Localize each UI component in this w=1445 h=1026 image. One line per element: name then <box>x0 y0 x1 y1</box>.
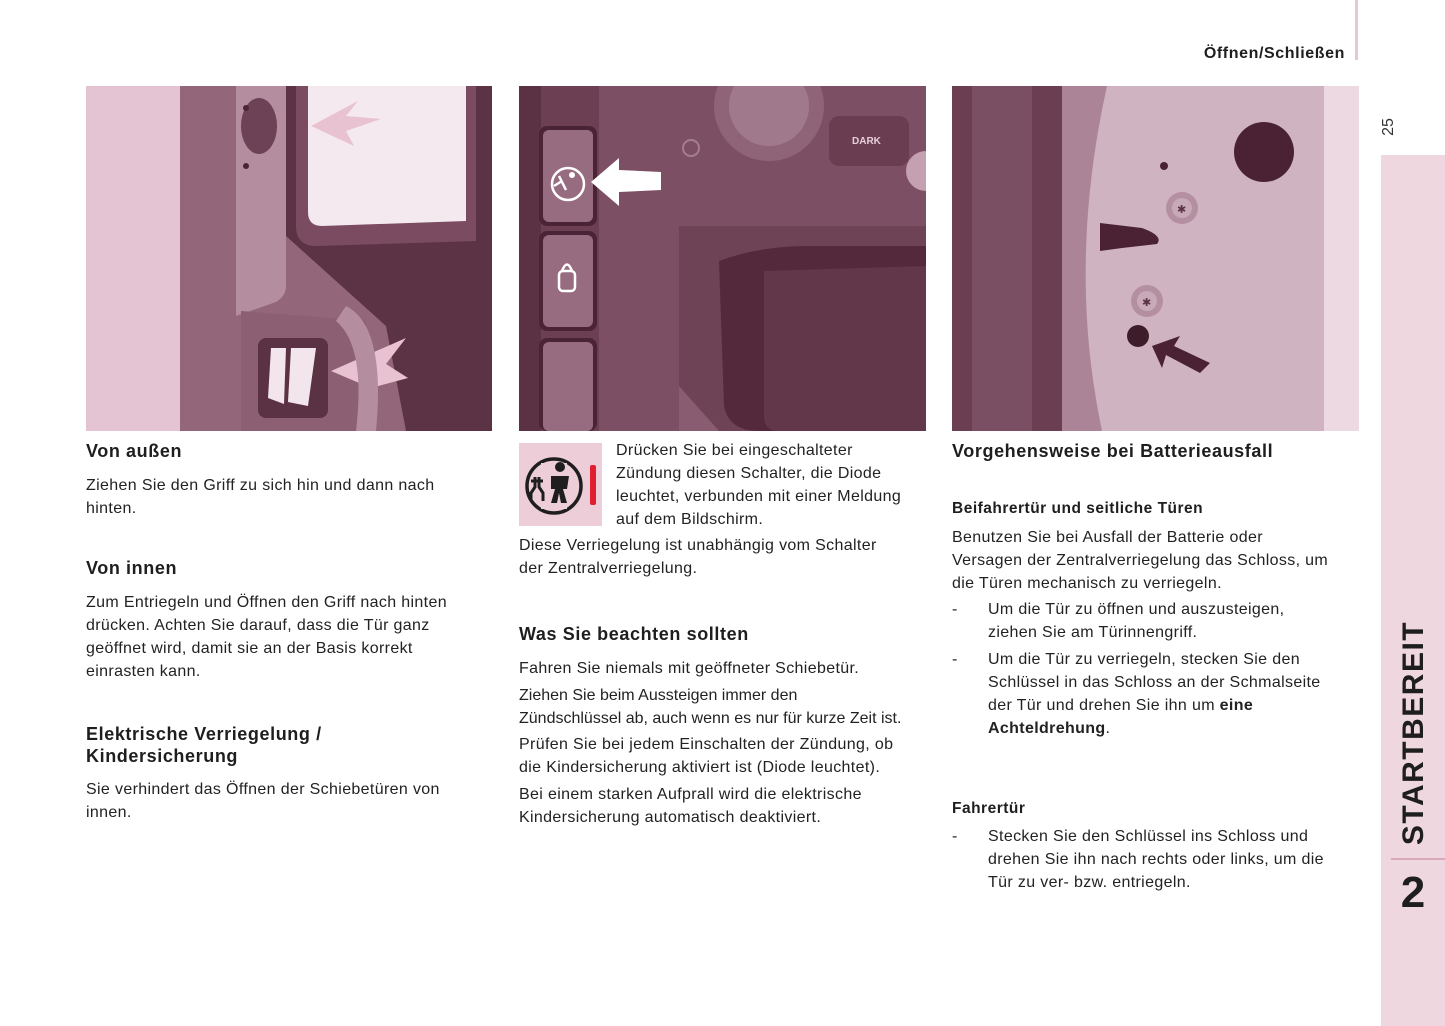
notes-line4: Prüfen Sie bei jedem Einschalten der Zündung, ob <box>519 736 894 753</box>
notes-line7: Kindersicherung automatisch deaktiviert. <box>519 809 822 826</box>
dashboard-switch-photo <box>519 86 926 431</box>
list-item-bold-b: Achteldrehung <box>988 720 1106 737</box>
list-item-tail: . <box>1105 720 1111 737</box>
svg-text:✱: ✱ <box>1177 203 1187 216</box>
icon-text-line1: Drücken Sie bei eingeschalteter <box>616 442 853 459</box>
passenger-text-line2: Versagen der Zentralverriegelung das Schloss, um <box>952 552 1329 569</box>
section-title-electric-line1: Elektrische Verriegelung / <box>86 724 322 744</box>
passenger-list-item-open <box>952 598 1352 644</box>
inside-text-line2: drücken. Achten Sie darauf, dass die Tür ganz <box>86 617 430 634</box>
notes-line1: Fahren Sie niemals mit geöffneter Schiebetür. <box>519 660 860 677</box>
door-lock-photo <box>952 86 1359 431</box>
section-title-battery-failure: Vorgehensweise bei Batterieausfall <box>952 441 1274 461</box>
list-item-line3: Tür zu ver- bzw. entriegeln. <box>988 874 1191 891</box>
section-title-electric-line2: Kindersicherung <box>86 746 239 766</box>
inside-text-line3: geöffnet wird, damit sie an der Basis korrekt <box>86 640 413 657</box>
notes-line3: Zündschlüssel ab, auch wenn es nur für kurze Zeit ist. <box>519 710 902 727</box>
list-dash: - <box>952 651 958 668</box>
page-number: 25 <box>1380 118 1397 136</box>
outside-text-line2: hinten. <box>86 500 137 517</box>
independent-text-line2: der Zentralverriegelung. <box>519 560 698 577</box>
driver-list-item <box>952 825 1352 895</box>
notes-line6: Bei einem starken Aufprall wird die elektrische <box>519 786 862 803</box>
passenger-list-item-lock <box>952 648 1352 740</box>
chapter-tab-divider <box>1391 858 1445 860</box>
svg-text:✱: ✱ <box>1142 296 1152 309</box>
list-dash: - <box>952 601 958 618</box>
list-item-line2: Schlüssel in das Schloss an der Schmalseite <box>988 674 1321 691</box>
section-title-notes: Was Sie beachten sollten <box>519 624 749 644</box>
inside-text-line1: Zum Entriegeln und Öffnen den Griff nach hinten <box>86 594 447 611</box>
list-item-line2: ziehen Sie am Türinnengriff. <box>988 624 1198 641</box>
icon-text-line2: Zündung diesen Schalter, die Diode <box>616 465 882 482</box>
list-item-bold-a: eine <box>1219 697 1254 714</box>
list-item-line4 <box>988 717 1110 740</box>
list-item-line2: drehen Sie ihn nach rechts oder links, um die <box>988 851 1324 868</box>
list-item-line1: Um die Tür zu öffnen und auszusteigen, <box>988 601 1285 618</box>
icon-text-line3: leuchtet, verbunden mit einer Meldung <box>616 488 902 505</box>
subtitle-passenger-doors: Beifahrertür und seitliche Türen <box>952 500 1204 517</box>
notes-line5: die Kindersicherung aktiviert ist (Diode leuchtet). <box>519 759 881 776</box>
door-handle-photo <box>86 86 492 431</box>
section-title-outside: Von außen <box>86 441 183 461</box>
chapter-tab <box>1381 155 1445 1026</box>
dark-button-label: DARK <box>852 136 881 147</box>
electric-text-line1: Sie verhindert das Öffnen der Schiebetüren von <box>86 781 440 798</box>
passenger-text-line1: Benutzen Sie bei Ausfall der Batterie oder <box>952 529 1263 546</box>
list-item-line3 <box>988 694 1253 717</box>
child-lock-icon <box>519 443 602 526</box>
electric-text-line2: innen. <box>86 804 132 821</box>
outside-text-line1: Ziehen Sie den Griff zu sich hin und dann nach <box>86 477 435 494</box>
list-item-line3-text: der Tür und drehen Sie ihn um <box>988 697 1220 714</box>
icon-text-line4: auf dem Bildschirm. <box>616 511 764 528</box>
chapter-tab-number: 2 <box>1400 868 1426 917</box>
independent-text-line1: Diese Verriegelung ist unabhängig vom Schalter <box>519 537 877 554</box>
notes-line2: Ziehen Sie beim Aussteigen immer den <box>519 687 798 704</box>
section-title-inside: Von innen <box>86 558 178 578</box>
passenger-text-line3: die Türen mechanisch zu verriegeln. <box>952 575 1222 592</box>
header-rule <box>1355 0 1358 60</box>
list-item-line1: Um die Tür zu verriegeln, stecken Sie den <box>988 651 1300 668</box>
chapter-tab-label: STARTBEREIT <box>1397 620 1430 846</box>
running-header: Öffnen/Schließen <box>1203 45 1345 62</box>
subtitle-driver-door: Fahrertür <box>952 800 1026 817</box>
list-item-line1: Stecken Sie den Schlüssel ins Schloss und <box>988 828 1309 845</box>
list-dash: - <box>952 828 958 845</box>
inside-text-line4: einrasten kann. <box>86 663 201 680</box>
